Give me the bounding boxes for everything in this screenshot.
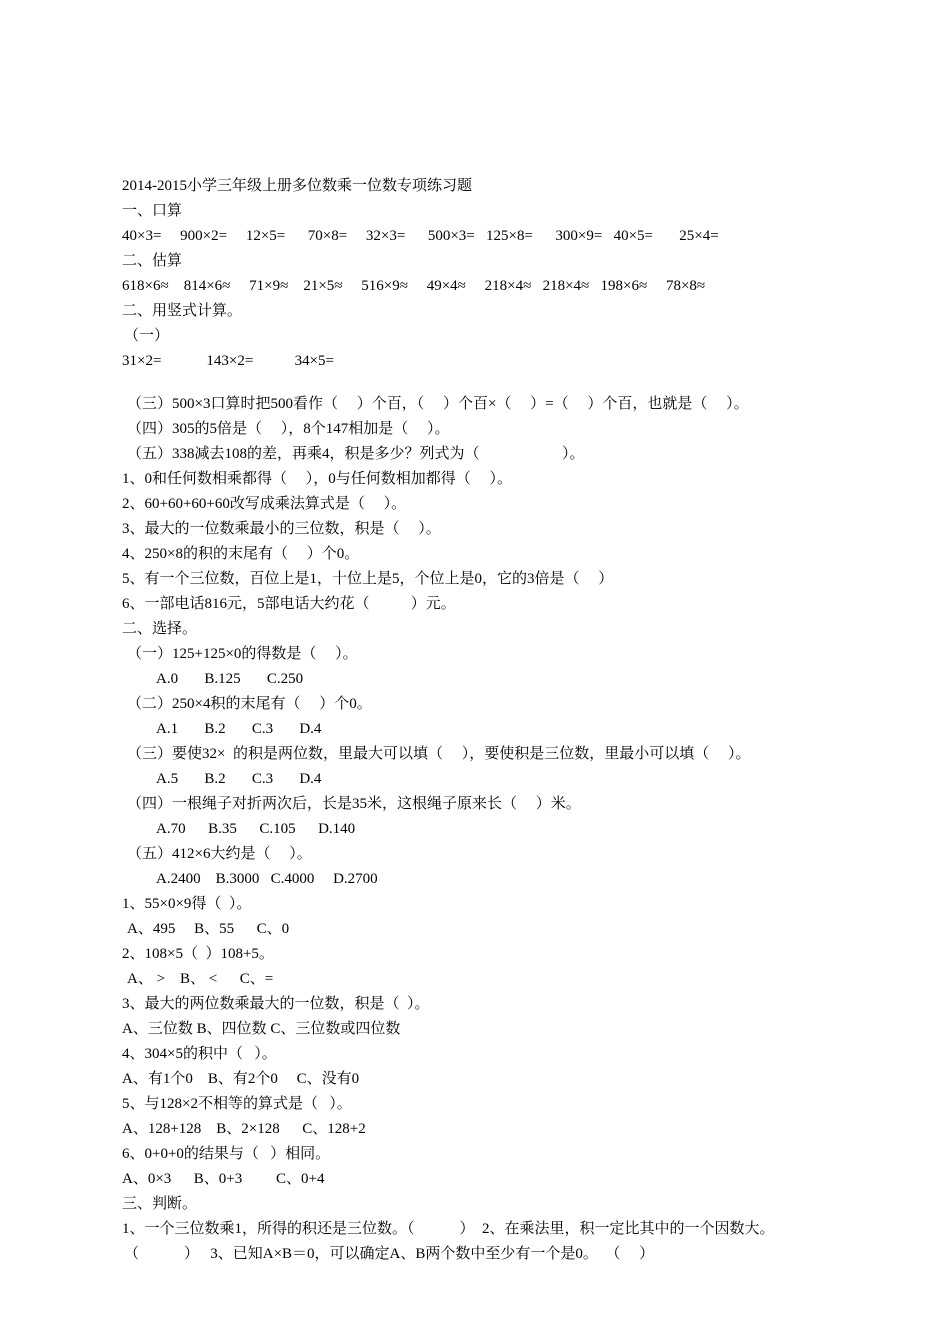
choice2-question-4: 4、304×5的积中（ ）。 xyxy=(122,1046,277,1062)
blank-line xyxy=(122,374,842,392)
fill-blank-question-5: 5、有一个三位数，百位上是1，十位上是5，个位上是0，它的3倍是（ ） xyxy=(122,571,614,587)
worksheet-content xyxy=(122,174,842,1267)
section-heading-vertical-calculation: 二、用竖式计算。 xyxy=(122,303,243,319)
choice2-options-6: A、0×3 B、0+3 C、0+4 xyxy=(122,1171,325,1187)
choice-question-3: （三）要使32× 的积是两位数，里最大可以填（ ），要使积是三位数，里最小可以填（ ）。 xyxy=(127,746,751,762)
fill-blank-item-5: （五）338减去108的差，再乘4，积是多少？列式为（ ）。 xyxy=(127,446,585,462)
section-heading-oral-calculation: 一、口算 xyxy=(122,203,183,219)
choice-options-5: A.2400 B.3000 C.4000 D.2700 xyxy=(156,871,378,887)
choice-options-2: A.1 B.2 C.3 D.4 xyxy=(156,721,322,737)
choice-question-5: （五）412×6大约是（ ）。 xyxy=(127,846,312,862)
worksheet-title: 2014-2015小学三年级上册多位数乘一位数专项练习题 xyxy=(122,178,472,194)
choice2-question-1: 1、55×0×9得（ ）。 xyxy=(122,896,252,912)
choice2-options-5: A、128+128 B、2×128 C、128+2 xyxy=(122,1121,366,1137)
choice-question-2: （二）250×4积的末尾有（ ）个0。 xyxy=(127,696,372,712)
choice2-question-3: 3、最大的两位数乘最大的一位数，积是（ ）。 xyxy=(122,996,430,1012)
section-heading-choice: 二、选择。 xyxy=(122,621,198,637)
estimation-problems: 618×6≈ 814×6≈ 71×9≈ 21×5≈ 516×9≈ 49×4≈ 218×4≈ 218×4≈ 198×6≈ 78×8≈ xyxy=(122,278,706,294)
choice2-question-5: 5、与128×2不相等的算式是（ ）。 xyxy=(122,1096,352,1112)
fill-blank-question-6: 6、一部电话816元，5部电话大约花（ ）元。 xyxy=(122,596,456,612)
fill-blank-question-3: 3、最大的一位数乘最小的三位数，积是（ ）。 xyxy=(122,521,441,537)
fill-blank-question-1: 1、0和任何数相乘都得（ ），0与任何数相加都得（ ）。 xyxy=(122,471,513,487)
choice2-options-2: A、 > B、 < C、= xyxy=(127,971,274,987)
fill-blank-item-3: （三）500×3口算时把500看作（ ）个百，（ ）个百×（ ）=（ ）个百，也就是（ ）。 xyxy=(127,396,749,412)
vertical-calculation-problems: 31×2= 143×2= 34×5= xyxy=(122,353,335,369)
choice2-question-6: 6、0+0+0的结果与（ ）相同。 xyxy=(122,1146,331,1162)
section-heading-true-false: 三、判断。 xyxy=(122,1196,198,1212)
true-false-line-1: 1、一个三位数乘1，所得的积还是三位数。（ ） 2、在乘法里，积一定比其中的一个因数大。 xyxy=(122,1221,775,1237)
fill-blank-question-2: 2、60+60+60+60改写成乘法算式是（ ）。 xyxy=(122,496,407,512)
true-false-line-2: （ ） 3、已知A×B＝0，可以确定A、B两个数中至少有一个是0。 （ ） xyxy=(124,1246,655,1262)
fill-blank-item-4: （四）305的5倍是（ ），8个147相加是（ ）。 xyxy=(127,421,450,437)
section-heading-estimation: 二、估算 xyxy=(122,253,183,269)
choice-options-4: A.70 B.35 C.105 D.140 xyxy=(156,821,356,837)
fill-blank-question-4: 4、250×8的积的末尾有（ ）个0。 xyxy=(122,546,360,562)
oral-calculation-problems: 40×3= 900×2= 12×5= 70×8= 32×3= 500×3= 125×8= 300×9= 40×5= 25×4= xyxy=(122,228,719,244)
choice-options-1: A.0 B.125 C.250 xyxy=(156,671,304,687)
choice2-options-3: A、三位数 B、四位数 C、三位数或四位数 xyxy=(122,1021,401,1037)
choice2-options-4: A、有1个0 B、有2个0 C、没有0 xyxy=(122,1071,360,1087)
choice-question-4: （四）一根绳子对折两次后，长是35米，这根绳子原来长（ ）米。 xyxy=(127,796,581,812)
choice2-question-2: 2、108×5（ ）108+5。 xyxy=(122,946,274,962)
subsection-label-one: （一） xyxy=(124,328,170,344)
choice-options-3: A.5 B.2 C.3 D.4 xyxy=(156,771,322,787)
choice-question-1: （一）125+125×0的得数是（ ）。 xyxy=(127,646,358,662)
choice2-options-1: A、495 B、55 C、0 xyxy=(127,921,290,937)
